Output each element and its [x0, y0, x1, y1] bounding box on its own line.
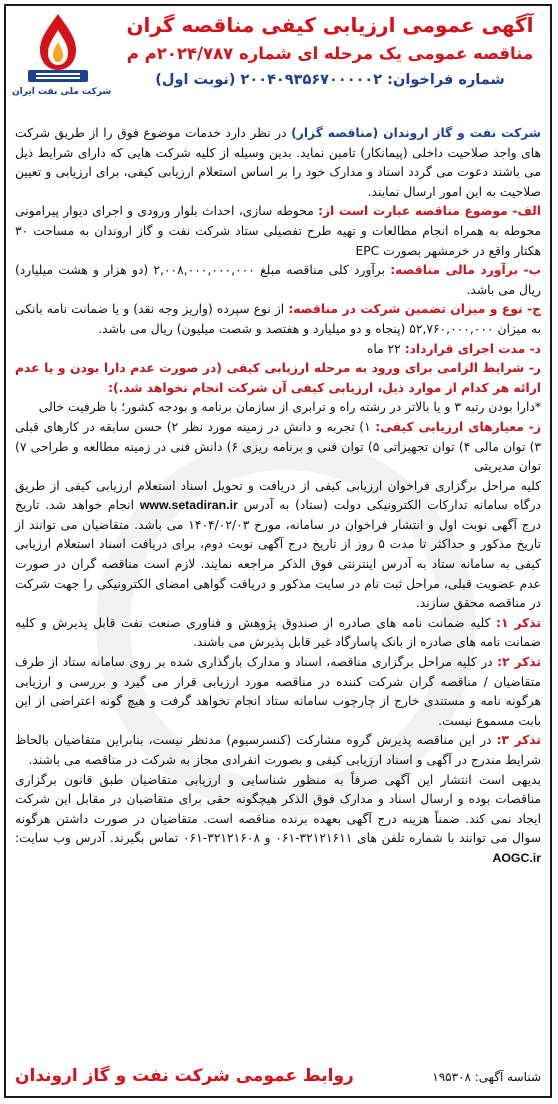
- call-number: شماره فراخوان: ۲۰۰۴۰۹۳۵۶۷۰۰۰۰۰۲ (نوبت اول): [155, 72, 505, 88]
- ad-header: [6, 6, 550, 124]
- section-d-label: د- مدت اجرای قرارداد:: [404, 341, 541, 356]
- intro-paragraph: [15, 124, 541, 202]
- setad-url: www.setadiran.ir: [139, 498, 238, 513]
- section-b-text: برآورد کلی مناقصه مبلغ ۲,۰۰۸,۰۰۰,۰۰۰,۰۰۰ (دو هزار و هشت میلیارد) ریال می باشد.: [15, 263, 541, 297]
- public-relations-signature: روابط عمومی شرکت نفت و گاز اروندان: [15, 1066, 354, 1086]
- ad-title: آگهی عمومی ارزیابی کیفی مناقصه گران: [126, 13, 534, 37]
- section-b: [15, 261, 541, 300]
- section-c: [15, 300, 541, 339]
- tender-number: مناقصه عمومی یک مرحله ای شماره ۲۰۲۴/۷۸۷م م: [126, 44, 534, 63]
- note-1-text: کلیه ضمانت نامه های صادره از صندوق پژوهش و فناوری صنعت نفت قابل پذیرش و کلیه ضمانت نامه های صادره از بانک پاسارگاد غیر قابل پذیرش می باشند.: [15, 615, 541, 650]
- ad-body: [15, 124, 541, 869]
- note-3-text: در این مناقصه پذیرش گروه مشارکت (کنسرسیوم) مدنظر نیست، بنابراین متقاضیان بالحاظ شرایط مندرج در آگهی و اسناد ارزیابی کیفی و بصورت انفرادی مجاز به شرکت در مناقصه می باشند.: [15, 733, 541, 767]
- note-3-label: تذکر ۳:: [496, 733, 541, 748]
- nioc-flame-icon: [20, 12, 96, 86]
- note-1: [15, 614, 541, 653]
- section-b-label: ب- برآورد مالی مناقصه:: [390, 263, 541, 278]
- closing-text: بدیهی است انتشار این آگهی صرفاً به منظور شناسایی و ارزیابی متقاضیان طبق قانون برگزاری مناقصات بوده و ارسال اسناد و مدارک فوق الذکر هیچگونه حقی برای متقاضیان در مقابل این شرکت ایجاد نمی کند. ضمناً هزینه درج آگهی بعهده برنده مناقصه است. متقاضیان در صورت داشتن هرگونه سوال می توانند با شماره تلفن های ۳۲۱۲۱۶۱۱-۰۶۱ و ۳۲۱۲۱۶۰۸-۰۶۱ تماس بگیرند. آدرس وب سایت:: [15, 772, 541, 846]
- closing-paragraph: [15, 771, 541, 869]
- section-z-text: ۱) تجربه و دانش در زمینه مورد نظر ۲) حسن سابقه در کارهای قبلی ۳) توان مالی ۴) توان تجهیزاتی ۵) توان فنی و برنامه ریزی ۶) دانش فنی در زمینه مطالعه و طراحی ۷) توان مدیریتی: [15, 419, 542, 474]
- title-block: [120, 10, 540, 93]
- company-logo: [12, 12, 112, 104]
- note-2: [15, 653, 541, 731]
- note-2-label: تذکر ۲:: [497, 655, 541, 670]
- intro-lead: شرکت نفت و گاز اروندان (مناقصه گزار): [291, 126, 542, 140]
- section-z: [15, 418, 541, 477]
- section-d-text: ۲۲ ماه: [366, 341, 405, 356]
- note-3: [15, 731, 541, 770]
- logo-caption: شرکت ملی نفت ایران: [12, 87, 112, 97]
- ad-id: شناسه آگهی: ۱۹۵۳۰۸: [432, 1070, 541, 1084]
- note-1-label: تذکر ۱:: [496, 615, 541, 630]
- section-r-label: ر- شرایط الزامی برای ورود به مرحله ارزیابی کیفی (در صورت عدم دارا بودن و یا عدم ارائه هر کدام از موارد ذیل، ارزیابی کیفی آن شرکت انجام نخواهد شد.):: [15, 361, 541, 395]
- section-d: [15, 340, 541, 360]
- section-c-text: از نوع سپرده (واریز وجه نقد) و یا ضمانت نامه بانکی به میزان ۵۲,۷۶۰,۰۰۰,۰۰۰ (پنجاه و دو میلیارد و هفتصد و شصت میلیون) ریال می باشد.: [15, 302, 541, 336]
- procedure-paragraph: [15, 477, 541, 614]
- procedure-text-1: کلیه مراحل برگزاری فراخوان ارزیابی کیفی از دریافت و تحویل اسناد استعلام ارزیابی کیفی از طریق درگاه سامانه تدارکات الکترونیکی دولت (ستاد) به آدرس: [15, 478, 542, 513]
- section-z-label: ز- معیارهای ارزیابی کیفی:: [375, 419, 541, 434]
- note-2-text: در کلیه مراحل برگزاری مناقصه، اسناد و مدارک بارگذاری شده بر روی سامانه ستاد از طرف متقاضیان / مناقصه گران شرکت کننده در مناقصه مورد ارزیابی قرار می گیرد و بررسی و ارزیابی هرگونه نامه و مستندی خارج از چارچوب سامانه ستاد انجام نخواهد گرفت و هیچ گونه اعتراضی از این بابت مسموع نیست.: [15, 655, 541, 728]
- ad-frame: [4, 4, 552, 1098]
- section-a: [15, 202, 541, 261]
- section-r-item: *دارا بودن رتبه ۳ و یا بالاتر در رشته راه و ترابری از سازمان برنامه و بودجه کشور؛ با ظرفیت خالی: [38, 400, 541, 415]
- section-a-label: الف- موضوع مناقصه عبارت است از:: [318, 204, 541, 219]
- procedure-text-2: انجام خواهد شد. تاریخ درج آگهی نوبت اول و انتشار فراخوان در سامانه، مورخ ۱۴۰۴/۰۲/۰۳ می باشد. متقاضیان می توانند از تاریخ مذکور و حداکثر تا مدت ۵ روز از تاریخ درج آگهی نوبت دوم، برای دریافت اسناد استعلام ارزیابی کیفی به سامانه ستاد به آدرس اینترنتی فوق الذکر مراجعه نمایند. لازم است مناقصه گران در صورت عدم عضویت قبلی، مراحل ثبت نام در سایت مذکور و دریافت گواهی امضای الکترونیکی را جهت شرکت در مناقصه محقق سازند.: [15, 498, 541, 611]
- ad-footer: [15, 1060, 541, 1088]
- intro-text: در نظر دارد خدمات موضوع فوق را از طریق شرکت های واجد صلاحیت داخلی (پیمانکار) تامین نماید. بدین وسیله از کلیه شرکت هایی که دارای شرایط ذیل می باشند دعوت می گردد اسناد و مدارک خود را بر اساس استعلام ارزیابی کیفی، برای ارزیابی و تعیین صلاحیت به این امور ارسال نمایند.: [15, 126, 541, 199]
- section-c-label: ج- نوع و میزان تضمین شرکت در مناقصه:: [288, 302, 541, 317]
- section-a-text: محوطه سازی، احداث بلوار ورودی و اجرای دیوار پیرامونی محوطه به همراه انجام مطالعات و تهیه طرح تفصیلی ستاد شرکت نفت و گاز اروندان به مساحت ۳۰ هکتار واقع در خرمشهر بصورت EPC: [15, 204, 541, 258]
- website-url: AOGC.ir: [492, 850, 541, 865]
- section-r: [15, 359, 541, 398]
